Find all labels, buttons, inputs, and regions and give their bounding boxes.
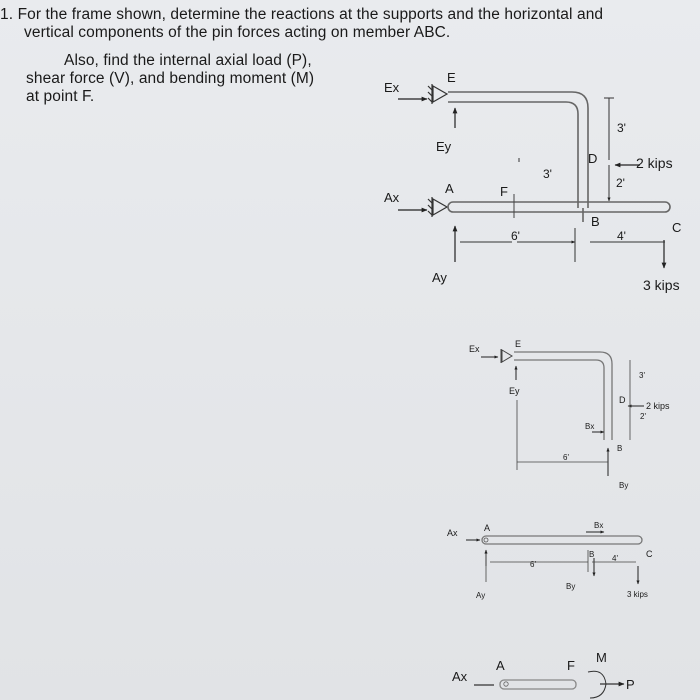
fbd2-label-dim-2: 2' <box>640 412 646 421</box>
support-e-pin <box>428 84 447 104</box>
member-abc-fbd <box>482 536 642 544</box>
label-e: E <box>447 70 456 85</box>
fbd3-label-dim-6: 6' <box>530 560 536 569</box>
label-b: B <box>591 214 600 229</box>
label-dim-2: 2' <box>616 176 625 190</box>
fbd4-label-p: P <box>626 677 635 692</box>
figure-3-member-abc-fbd <box>447 521 653 600</box>
label-dim-3-top: 3' <box>617 121 626 135</box>
member-ed-fbd <box>514 352 612 440</box>
fbd3-label-by: By <box>566 582 576 591</box>
segment-af <box>500 680 576 689</box>
fbd3-label-bx: Bx <box>594 521 604 530</box>
problem-number: 1. <box>0 6 14 23</box>
fbd2-label-bx: Bx <box>585 422 595 431</box>
fbd3-label-ay: Ay <box>476 591 486 600</box>
fbd2-label-b: B <box>617 444 623 453</box>
fbd2-label-dim-6: 6' <box>563 453 569 462</box>
label-load-2kips: 2 kips <box>636 155 673 171</box>
fbd3-label-ax: Ax <box>447 528 458 538</box>
fbd4-label-f: F <box>567 658 575 673</box>
problem-text-1: For the frame shown, determine the reactions at the supports and the horizontal and <box>17 6 604 23</box>
fbd2-label-d: D <box>619 395 626 405</box>
fbd3-label-b: B <box>589 550 595 559</box>
fbd2-label-by: By <box>619 481 629 490</box>
fbd2-label-ex: Ex <box>469 344 480 354</box>
label-ay: Ay <box>432 270 447 285</box>
member-abc <box>448 202 670 212</box>
dimension-lines <box>460 98 665 262</box>
fbd3-label-a: A <box>484 523 491 533</box>
problem-statement-line-3: Also, find the internal axial load (P), <box>64 52 312 69</box>
member-ed-bent <box>448 92 588 208</box>
label-a: A <box>445 181 454 196</box>
label-dim-4: 4' <box>617 229 626 243</box>
fbd2-label-load-2kips: 2 kips <box>646 401 670 411</box>
label-ax: Ax <box>384 190 400 205</box>
figure-1-full-frame <box>384 70 681 293</box>
label-c: C <box>672 220 682 235</box>
label-load-3kips: 3 kips <box>643 277 680 293</box>
label-d: D <box>588 151 598 166</box>
fbd2-label-dim-3: 3' <box>639 371 645 380</box>
fbd2-label-ey: Ey <box>509 386 520 396</box>
fbd4-label-ax: Ax <box>452 669 468 684</box>
label-ex: Ex <box>384 80 400 95</box>
label-f: F <box>500 184 508 199</box>
fbd3-label-dim-4: 4' <box>612 554 618 563</box>
figure-4-section-af <box>452 650 635 698</box>
fbd4-label-m: M <box>596 650 607 665</box>
label-ey: Ey <box>436 139 452 154</box>
problem-statement-line-5: at point F. <box>26 88 95 105</box>
fbd3-label-load-3kips: 3 kips <box>627 590 648 599</box>
support-a-pin <box>428 197 447 217</box>
label-dim-3-mid: 3' <box>543 167 552 181</box>
figure-2-member-ed-fbd <box>469 339 670 490</box>
problem-statement-line-2: vertical components of the pin forces acting on member ABC. <box>24 24 451 41</box>
label-dim-6: 6' <box>511 229 520 243</box>
problem-statement-line-4: shear force (V), and bending moment (M) <box>26 70 315 87</box>
fbd4-label-a: A <box>496 658 505 673</box>
fbd2-label-e: E <box>515 339 522 349</box>
fbd3-label-c: C <box>646 549 653 559</box>
